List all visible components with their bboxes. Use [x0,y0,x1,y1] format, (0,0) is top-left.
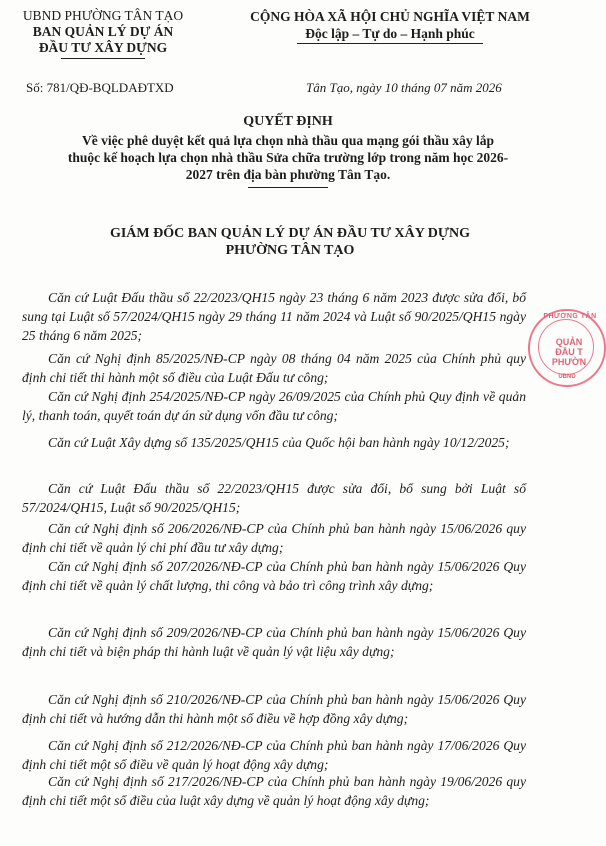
legal-basis-paragraph: Căn cứ Nghị định số 217/2026/NĐ-CP của Chính phủ ban hành ngày 19/06/2026 quy định chi tiết một số điều của luật xây dựng về quản lý hoạt động xây dựng; [22,774,526,808]
legal-basis-paragraph: Căn cứ Nghị định số 212/2026/NĐ-CP của Chính phủ ban hành ngày 17/06/2026 Quy định chi tiết một số điều về quản lý hoạt động xây dựng; [22,738,526,772]
issuing-agency-block [8,8,198,59]
legal-basis-paragraph: Căn cứ Luật Đấu thầu số 22/2023/QH15 ngày 23 tháng 6 năm 2023 được sửa đổi, bổ sung tại Luật số 57/2024/QH15 ngày 29 tháng 11 năm 2024 và Luật số 90/2025/QH15 ngày 25 tháng 6 năm 2025; [22,290,526,343]
motto-underline [297,43,483,44]
official-seal [528,309,606,387]
legal-basis-paragraph: Căn cứ Luật Xây dựng số 135/2025/QH15 của Quốc hội ban hành ngày 10/12/2025; [48,435,510,450]
legal-basis-paragraph: Căn cứ Nghị định số 209/2026/NĐ-CP của Chính phủ ban hành ngày 15/06/2026 Quy định chi tiết và biện pháp thi hành luật về quản lý vật liệu xây dựng; [22,625,526,659]
agency-parent: UBND PHƯỜNG TÂN TẠO [22,8,184,23]
document-title: QUYẾT ĐỊNH [243,114,333,129]
document-date: Tân Tạo, ngày 10 tháng 07 năm 2026 [306,80,502,95]
seal-text-line: QUẢN [555,337,583,347]
seal-center-text [544,337,594,367]
subject-line: thuộc kế hoạch lựa chọn nhà thầu Sửa chữa trường lớp trong năm học 2026- [67,150,509,165]
agency-underline [61,58,145,59]
agency-name-line1: BAN QUẢN LÝ DỰ ÁN [32,24,174,39]
subject-line: Về việc phê duyệt kết quả lựa chọn nhà thầu qua mạng gói thầu xây lắp [81,133,495,148]
legal-basis-paragraph: Căn cứ Nghị định 85/2025/NĐ-CP ngày 08 tháng 04 năm 2025 của Chính phủ quy định chi tiết thi hành một số điều của Luật Đấu tư công; [22,351,526,385]
national-title: CỘNG HÒA XÃ HỘI CHỦ NGHĨA VIỆT NAM [250,9,530,24]
issuing-authority [40,225,540,259]
authority-line: GIÁM ĐỐC BAN QUẢN LÝ DỰ ÁN ĐẦU TƯ XÂY DỰNG [109,226,471,241]
document-number: Số: 781/QĐ-BQLDAĐTXD [26,80,174,95]
subject-underline [248,187,328,188]
seal-text-line: ĐẦU T [555,347,583,357]
legal-basis-paragraph: Căn cứ Nghị định số 207/2026/NĐ-CP của Chính phủ ban hành ngày 15/06/2026 Quy định chi tiết về quản lý chất lượng, thi công và bảo trì công trình xây dựng; [22,559,526,593]
seal-bottom-text: UBND [558,374,576,380]
national-motto: Độc lập – Tự do – Hạnh phúc [305,26,475,41]
authority-line: PHƯỜNG TÂN TẠO [225,243,355,258]
legal-basis-paragraph: Căn cứ Nghị định số 206/2026/NĐ-CP của Chính phủ ban hành ngày 15/06/2026 quy định chi tiết về quản lý chi phí đầu tư xây dựng; [22,521,526,555]
seal-text-line: PHƯỜN [551,357,587,367]
seal-top-text: PHƯỜNG TÂN [543,313,597,320]
legal-basis-paragraph: Căn cứ Luật Đấu thầu số 22/2023/QH15 được sửa đổi, bổ sung bởi Luật số 57/2024/QH15, Luật số 90/2025/QH15; [22,481,526,515]
agency-name-line2: ĐẦU TƯ XÂY DỰNG [38,40,168,55]
legal-basis-paragraph: Căn cứ Nghị định 254/2025/NĐ-CP ngày 26/09/2025 của Chính phủ Quy định về quản lý, thanh toán, quyết toán dự án sử dụng vốn đầu tư công; [22,389,526,423]
subject-line: 2027 trên địa bàn phường Tân Tạo. [185,167,391,182]
legal-basis-paragraph: Căn cứ Nghị định số 210/2026/NĐ-CP của Chính phủ ban hành ngày 15/06/2026 Quy định chi tiết và hướng dẫn thi hành một số điều về hợp đồng xây dựng; [22,692,526,726]
document-subject [30,132,546,188]
national-motto-block [208,8,572,44]
